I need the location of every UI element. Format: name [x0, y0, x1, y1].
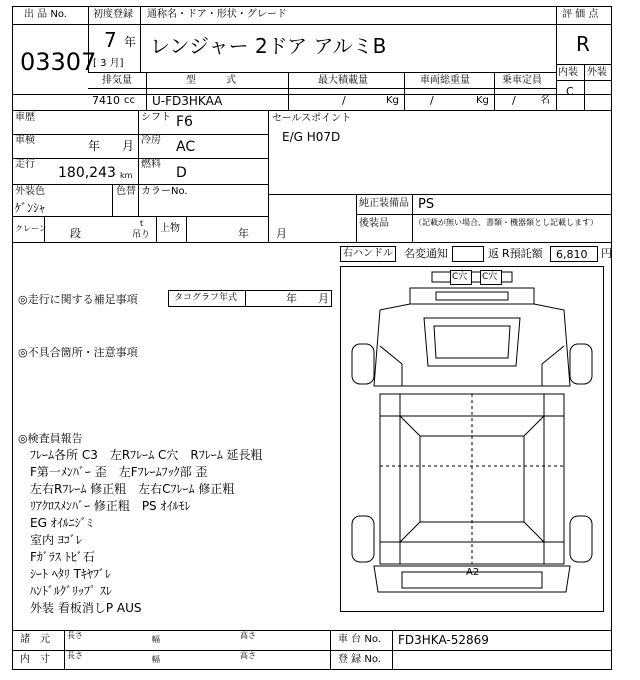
- ac-label: 冷房: [141, 135, 161, 146]
- inspection-label: 車検: [15, 135, 35, 146]
- running-notes-label: ◎走行に関する補足事項: [18, 293, 138, 306]
- shift-value: F6: [176, 114, 193, 130]
- tacho-label: タコグラフ年式: [174, 293, 238, 303]
- displacement-label: 排気量: [102, 75, 132, 86]
- aftermarket-label: 後装品: [359, 218, 389, 229]
- report-line: ﾌﾚｰﾑ各所 C3 左Rﾌﾚｰﾑ C穴 Rﾌﾚｰﾑ 延長粗: [30, 448, 263, 462]
- color-value: ｹﾞﾝｼｬ: [15, 201, 46, 215]
- defect-notes-label: ◎不具合箇所・注意事項: [18, 346, 138, 359]
- capacity-value: /: [512, 94, 516, 107]
- interior-height-label: 高さ: [240, 651, 256, 660]
- mark-a2: A2: [466, 567, 480, 578]
- report-line: 室内 ﾖｺﾞﾚ: [30, 533, 82, 547]
- crane-lift: 吊り: [132, 230, 151, 240]
- chassis-label: 車 台 No.: [338, 634, 381, 645]
- tacho-month: 月: [318, 292, 329, 305]
- mileage-value: 180,243: [58, 165, 116, 181]
- fuel-value: D: [176, 165, 187, 181]
- inspector-report-label: ◎検査員報告: [18, 432, 83, 445]
- std-equip-label: 純正装備品: [359, 198, 409, 209]
- max-load-value: /: [342, 94, 346, 107]
- crane-label: クレーン: [15, 224, 47, 233]
- mount-year: 年: [238, 227, 249, 240]
- selling-point-label: セールスポイント: [272, 113, 352, 124]
- interior-grade-label: 内装: [558, 67, 578, 78]
- report-line: F第一ﾒﾝﾊﾞｰ 歪 左Fﾌﾚｰﾑﾌｯｸ部 歪: [30, 465, 208, 479]
- dims-height-label: 高さ: [240, 631, 256, 640]
- report-line: EG ｵｲﾙﾆｼﾞﾐ: [30, 516, 93, 530]
- report-line: ｼｰﾄ ﾍﾀﾘ Tｷﾔﾌﾞﾚ: [30, 567, 111, 581]
- recycle-label: R預託額: [502, 247, 543, 260]
- inspection-month: 月: [122, 139, 135, 153]
- grade-value: R: [576, 32, 590, 56]
- interior-dims-label: 内 寸: [20, 654, 50, 665]
- grade-label: 評 価 点: [562, 9, 599, 20]
- return-label: 返: [488, 247, 499, 260]
- inspection-year: 年: [88, 139, 101, 153]
- mount-month: 月: [276, 227, 287, 240]
- mount-label: 上物: [160, 223, 180, 234]
- gross-weight-value: /: [430, 94, 434, 107]
- interior-width-label: 幅: [152, 655, 160, 664]
- color-label: 外装色: [15, 186, 45, 197]
- first-reg-month: [ 3 月]: [93, 58, 124, 69]
- crane-stage: 段: [70, 227, 81, 240]
- dims-length-label: 長さ: [67, 631, 83, 640]
- dims-label: 諸 元: [20, 634, 50, 645]
- lot-number: 03307: [20, 48, 97, 76]
- report-line: ﾊﾝﾄﾞﾙｸﾞﾘｯﾌﾟ ｽﾚ: [30, 584, 112, 598]
- report-line: ﾘｱｸﾛｽﾒﾝﾊﾞｰ 修正粗 PS ｵｲﾙﾓﾚ: [30, 499, 191, 513]
- model-name-label: 通称名・ドア・形状・グレード: [147, 9, 287, 20]
- gross-weight-label: 車両総重量: [420, 75, 470, 86]
- mark-c-hole-right-text: C穴: [482, 272, 498, 282]
- inspector-report-lines: [30, 446, 263, 616]
- mark-c-hole-left-text: C穴: [452, 272, 468, 282]
- model-value: U-FD3HKAA: [152, 94, 223, 108]
- aftermarket-note: （記載が無い場合、書類・機器類とし記載します）: [414, 218, 598, 227]
- max-load-unit: Kg: [386, 95, 399, 106]
- color-change-label: 色替: [116, 186, 136, 197]
- first-reg-label: 初度登録: [93, 9, 133, 20]
- report-line: 外装 看板消しP AUS: [30, 601, 142, 615]
- max-load-label: 最大積載量: [318, 75, 368, 86]
- std-equip-value: PS: [418, 197, 435, 212]
- vehicle-title: レンジャー 2ドア アルミB: [150, 34, 387, 58]
- name-change-box: [452, 246, 484, 262]
- dims-width-label: 幅: [152, 635, 160, 644]
- fuel-label: 燃料: [141, 159, 161, 170]
- crane-t: t: [140, 219, 144, 228]
- name-change-label: 名変通知: [404, 247, 448, 260]
- gross-weight-unit: Kg: [476, 95, 489, 106]
- capacity-unit: 名: [540, 95, 550, 106]
- interior-grade-value: C: [566, 85, 574, 98]
- mileage-unit: km: [120, 171, 133, 180]
- truck-diagram: [340, 266, 604, 612]
- exterior-grade-label: 外装: [587, 67, 607, 78]
- ac-value: AC: [176, 139, 196, 155]
- report-line: Fｶﾞﾗｽ ﾄﾋﾞ石: [30, 550, 95, 564]
- history-label: 車歴: [15, 112, 35, 123]
- mileage-label: 走行: [15, 159, 35, 170]
- first-reg-year-unit: 年: [124, 35, 137, 49]
- first-reg-year: 7: [104, 28, 117, 52]
- chassis-number: FD3HKA-52869: [398, 633, 489, 647]
- displacement-value: 7410: [92, 94, 120, 107]
- interior-length-label: 長さ: [67, 651, 83, 660]
- color-code-label: カラーNo.: [141, 186, 188, 197]
- selling-point-value: E/G H07D: [282, 130, 341, 144]
- registration-label: 登 録 No.: [338, 654, 381, 665]
- shift-label: シフト: [141, 112, 171, 123]
- model-label: 型 式: [186, 75, 236, 86]
- capacity-label: 乗車定員: [502, 75, 542, 86]
- displacement-unit: cc: [124, 95, 135, 106]
- tacho-year: 年: [286, 292, 297, 305]
- handle-value: 右ハンドル: [343, 248, 393, 259]
- lot-label: 出 品 No.: [24, 9, 67, 20]
- recycle-unit: 円: [601, 247, 612, 260]
- recycle-value: 6,810: [556, 248, 588, 261]
- report-line: 左右Rﾌﾚｰﾑ 修正粗 左右Cﾌﾚｰﾑ 修正粗: [30, 482, 235, 496]
